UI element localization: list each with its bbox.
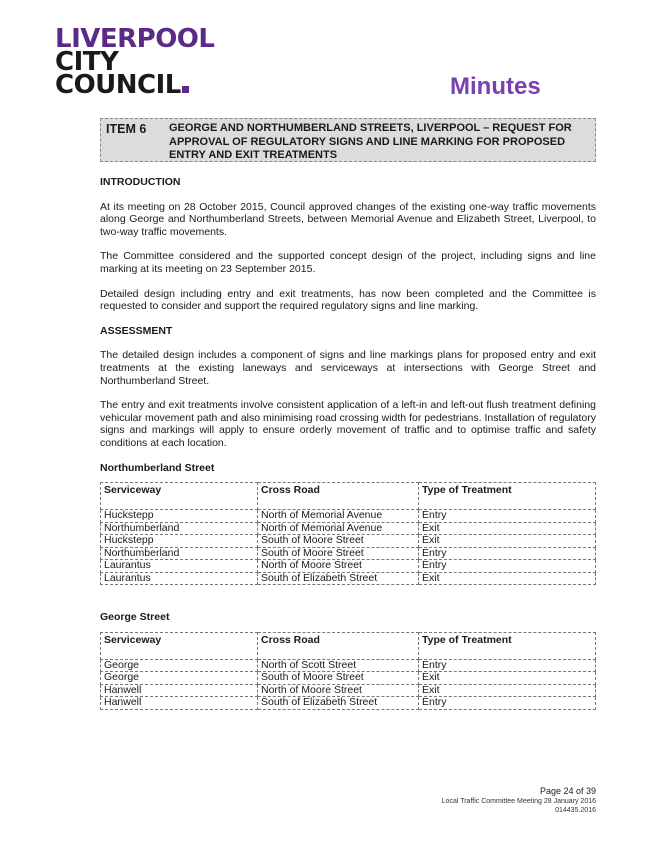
document-type-title: Minutes bbox=[450, 73, 541, 100]
document-reference: 014435.2016 bbox=[555, 807, 596, 814]
table-row bbox=[101, 547, 596, 560]
intro-paragraph-2: The Committee considered and the supported concept design of the project, including signs and line marking at its meeting on 23 September 2015. bbox=[100, 250, 596, 275]
northumberland-heading: Northumberland Street bbox=[100, 461, 215, 474]
cell-treatment: Entry bbox=[419, 547, 596, 560]
cell-treatment: Exit bbox=[419, 572, 596, 585]
header-treatment: Type of Treatment bbox=[419, 632, 596, 659]
george-heading: George Street bbox=[100, 611, 170, 624]
cell-cross-road: North of Moore Street bbox=[258, 560, 419, 573]
assessment-paragraph-2: The entry and exit treatments involve consistent application of a left-in and left-out flush treatment defining vehicular movement path and also minimising road crossing width for pedestrians. Installation of regulatory signs and markings will apply to ensure orderly movement of traffic and to optimise traffic and safety conditions at each location. bbox=[100, 399, 596, 449]
cell-treatment: Entry bbox=[419, 510, 596, 523]
cell-treatment: Entry bbox=[419, 697, 596, 710]
assessment-paragraph-1: The detailed design includes a component of signs and line markings plans for proposed entry and exit treatments at the existing laneways and serviceways at intersections with George Street and Northumberland Street. bbox=[100, 349, 596, 387]
cell-cross-road: South of Moore Street bbox=[258, 672, 419, 685]
intro-paragraph-1: At its meeting on 28 October 2015, Council approved changes of the existing one-way traffic movements along George and Northumberland Streets, between Memorial Avenue and Elizabeth Street, Liverpool, to two-way traffic movements. bbox=[100, 200, 596, 238]
table-row bbox=[101, 672, 596, 685]
header-treatment: Type of Treatment bbox=[419, 483, 596, 510]
table-row bbox=[101, 697, 596, 710]
logo-line-city: CITY bbox=[55, 47, 119, 77]
cell-treatment: Exit bbox=[419, 684, 596, 697]
table-row bbox=[101, 659, 596, 672]
introduction-heading: INTRODUCTION bbox=[100, 176, 181, 188]
cell-serviceway: Huckstepp bbox=[101, 510, 258, 523]
cell-serviceway: Hanwell bbox=[101, 684, 258, 697]
cell-cross-road: North of Moore Street bbox=[258, 684, 419, 697]
logo-line-council-text: COUNCIL bbox=[55, 70, 181, 100]
cell-serviceway: George bbox=[101, 659, 258, 672]
table-row bbox=[101, 572, 596, 585]
cell-cross-road: North of Memorial Avenue bbox=[258, 510, 419, 523]
table-header-row bbox=[101, 483, 596, 510]
cell-treatment: Entry bbox=[419, 659, 596, 672]
cell-serviceway: Northumberland bbox=[101, 547, 258, 560]
table-row bbox=[101, 684, 596, 697]
header-serviceway: Serviceway bbox=[101, 483, 258, 510]
table-header-row bbox=[101, 632, 596, 659]
council-logo bbox=[55, 24, 215, 100]
page-number: Page 24 of 39 bbox=[539, 786, 596, 796]
cell-cross-road: South of Elizabeth Street bbox=[258, 572, 419, 585]
cell-treatment: Exit bbox=[419, 535, 596, 548]
cell-serviceway: Northumberland bbox=[101, 522, 258, 535]
header-cross-road: Cross Road bbox=[258, 632, 419, 659]
meeting-reference: Local Traffic Committee Meeting 28 January 2016 bbox=[441, 798, 596, 805]
table-row bbox=[101, 560, 596, 573]
item-title: GEORGE AND NORTHUMBERLAND STREETS, LIVERPOOL – REQUEST FOR APPROVAL OF REGULATORY SIGNS AND LINE MARKING FOR PROPOSED ENTRY AND EXIT TREATMENTS bbox=[169, 122, 572, 161]
cell-serviceway: George bbox=[101, 672, 258, 685]
george-table bbox=[100, 632, 596, 710]
item-header-box bbox=[100, 118, 596, 162]
cell-serviceway: Huckstepp bbox=[101, 535, 258, 548]
cell-treatment: Exit bbox=[419, 672, 596, 685]
intro-paragraph-3: Detailed design including entry and exit treatments, has now been completed and the Committee is requested to consider and support the required regulatory signs and line marking. bbox=[100, 287, 596, 313]
page-footer bbox=[442, 786, 596, 815]
cell-cross-road: North of Memorial Avenue bbox=[258, 522, 419, 535]
report-body bbox=[100, 176, 596, 736]
table-row bbox=[101, 510, 596, 523]
logo-dot-icon bbox=[182, 86, 189, 93]
cell-cross-road: South of Moore Street bbox=[258, 547, 419, 560]
logo-line-council bbox=[55, 70, 214, 100]
cell-treatment: Entry bbox=[419, 560, 596, 573]
assessment-heading: ASSESSMENT bbox=[100, 324, 173, 337]
header-cross-road: Cross Road bbox=[258, 483, 419, 510]
cell-serviceway: Hanwell bbox=[101, 697, 258, 710]
cell-cross-road: South of Moore Street bbox=[258, 535, 419, 548]
table-row bbox=[101, 522, 596, 535]
header-serviceway: Serviceway bbox=[101, 632, 258, 659]
northumberland-table bbox=[100, 482, 596, 585]
logo-line-liverpool: LIVERPOOL bbox=[55, 24, 215, 54]
cell-serviceway: Laurantus bbox=[101, 572, 258, 585]
cell-cross-road: North of Scott Street bbox=[258, 659, 419, 672]
cell-treatment: Exit bbox=[419, 522, 596, 535]
table-row bbox=[101, 535, 596, 548]
item-number: ITEM 6 bbox=[106, 122, 147, 136]
cell-serviceway: Laurantus bbox=[101, 560, 258, 573]
cell-cross-road: South of Elizabeth Street bbox=[258, 697, 419, 710]
